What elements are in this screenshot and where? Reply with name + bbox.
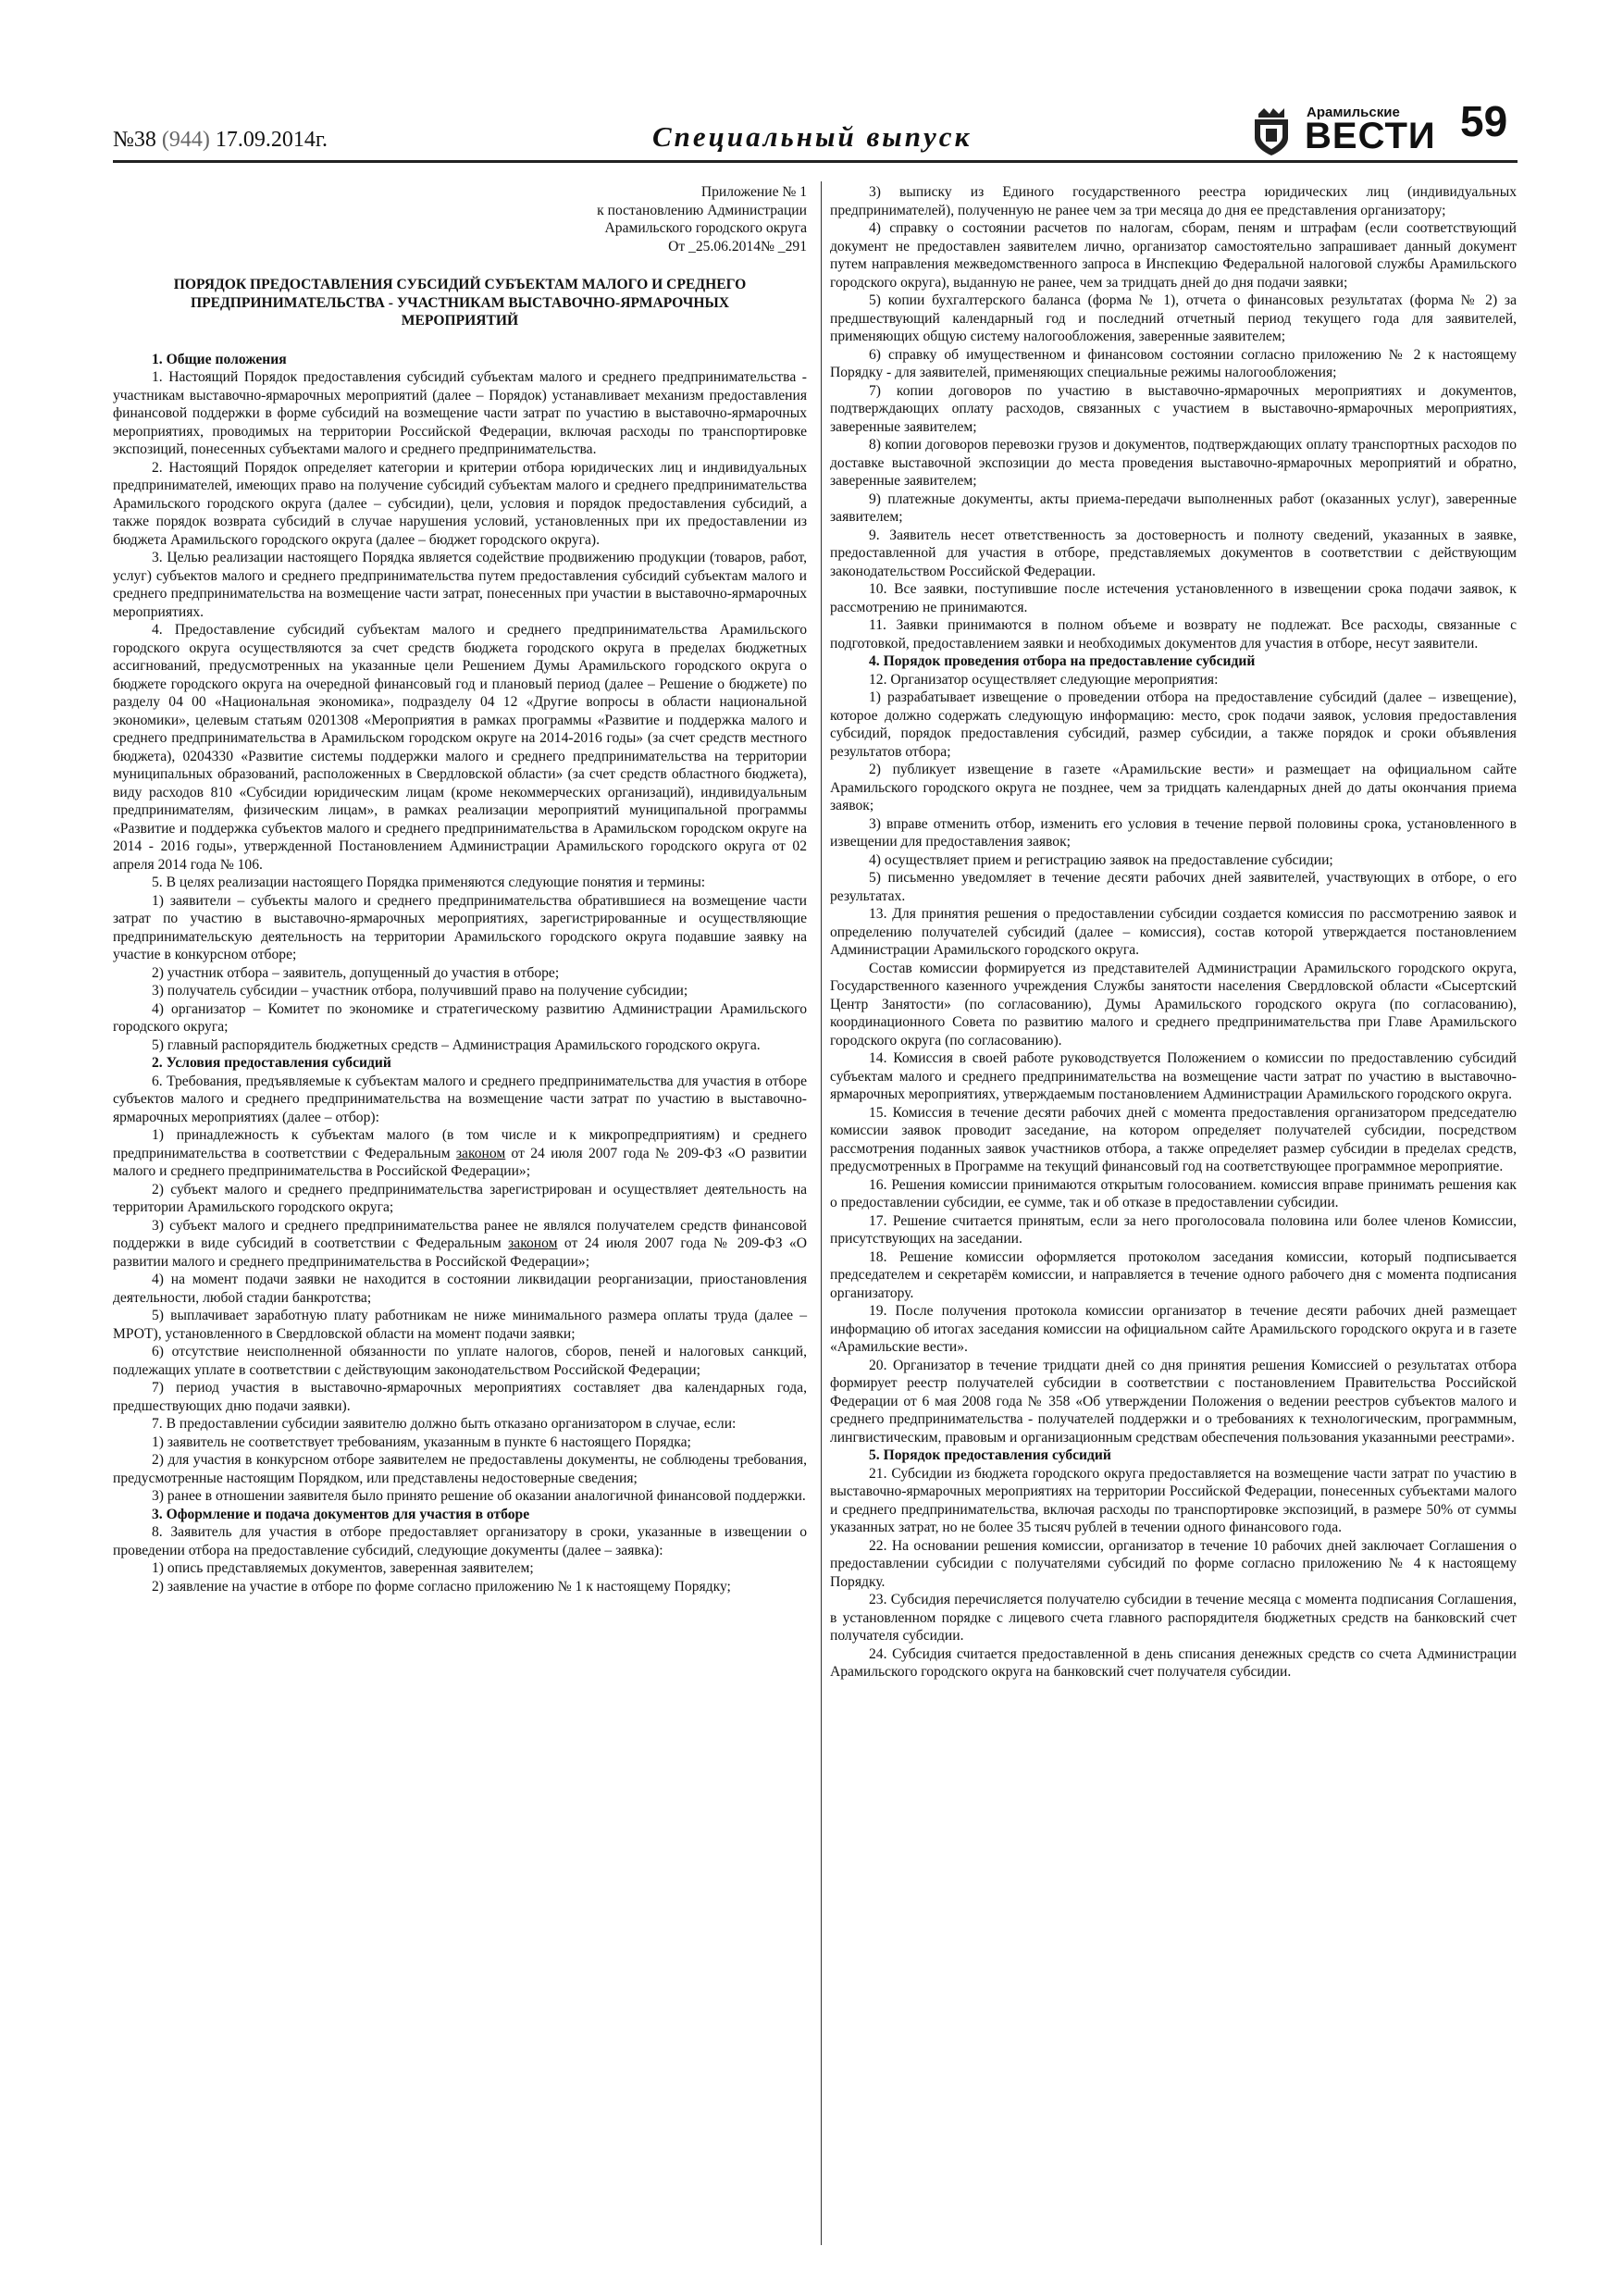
list-item: 4) организатор – Комитет по экономике и стратегическому развитию Администрации Арамильского городского округа; bbox=[113, 1000, 807, 1035]
paragraph: 24. Субсидия считается предоставленной в день списания денежных средств со счета Администрации Арамильского городского округа на банковский счет получателя субсидии. bbox=[830, 1645, 1517, 1680]
list-item: 4) справку о состоянии расчетов по налогам, сборам, пеням и штрафам (если соответствующий документ не предоставлен заявителем лично, организатор самостоятельно запрашивает данный документ путем направления межведомственного запроса в Инспекцию Федеральной налоговой службы Арамильского городского округа), выданную не ранее, чем за тридцать дней до дня подачи заявки; bbox=[830, 220, 1517, 291]
text-fragment: от 24 июля 2007 года № 209-ФЗ «О развитии малого и среднего предпринимательства в Российской Федерации»; bbox=[113, 1235, 807, 1270]
list-item: 6) отсутствие неисполненной обязанности по уплате налогов, сборов, пеней и налоговых санкций, подлежащих уплате в соответствии с действующим законодательством Российской Федерации; bbox=[113, 1344, 807, 1378]
paragraph: Состав комиссии формируется из представителей Администрации Арамильского городского округа, Государственного казенного учреждения Службы занятости населения Свердловской области «Сысертский Центр Занятости» (по согласованию), Думы Арамильского городского округа (по согласованию), координационного Совета по развитию малого и среднего предпринимательства при Главе Арамильского городского округа (по согласованию). bbox=[830, 960, 1517, 1049]
list-item: 2) для участия в конкурсном отборе заявителем не предоставлены документы, не соблюдены требования, предусмотренные настоящим Порядком, или представлены недостоверные сведения; bbox=[113, 1452, 807, 1486]
page-number: 59 bbox=[1460, 97, 1508, 145]
special-edition-title: Специальный выпуск bbox=[652, 120, 973, 153]
paragraph: 5. В целях реализации настоящего Порядка применяются следующие понятия и термины: bbox=[152, 875, 706, 890]
list-item: 2) заявление на участие в отборе по форме согласно приложению № 1 к настоящему Порядку; bbox=[152, 1578, 731, 1595]
paragraph: 21. Субсидии из бюджета городского округа предоставляется на возмещение части затрат по участию в выставочно-ярмарочных мероприятиях на территории Российской Федерации, понесенных субъектами малого и среднего предпринимательства, включая расходы по транспортировке экспозиций, в размере 50% от суммы указанных затрат, но не более 35 тысяч рублей в течении одного финансового года. bbox=[830, 1465, 1517, 1535]
list-item: 1) заявитель не соответствует требованиям, указанным в пункте 6 настоящего Порядка; bbox=[152, 1433, 691, 1450]
section-heading: 5. Порядок предоставления субсидий bbox=[869, 1447, 1111, 1463]
appendix-block bbox=[113, 183, 807, 255]
section-heading: 2. Условия предоставления субсидий bbox=[152, 1055, 391, 1071]
paragraph: 4. Предоставление субсидий субъектам малого и среднего предпринимательства Арамильского городского округа осуществляются за счет средств бюджета городского округа в пределах бюджетных ассигнований, предусмотренных на указанные цели Решением Думы Арамильского городского округа о бюджете городского округа на очередной финансовый год и плановый период (далее – Решение о бюджете) по разделу 04 00 «Национальная экономика», подразделу 04 12 «Другие вопросы в области национальной экономики», целевым статьям 0201308 «Мероприятия в рамках программы «Развитие и поддержка малого и среднего предпринимательства в Арамильском городском округе на 2014-2016 годы» (за счет средств местного бюджета), 0204330 «Развитие системы поддержки малого и среднего предпринимательства на территории муниципальных образований, расположенных в Свердловской области» (за счет средств областного бюджета), виду расходов 810 «Субсидии юридическим лицам (кроме некоммерческих организаций), индивидуальным предпринимателям, физическим лицам», в рамках реализации мероприятий муниципальной программы «Развитие и поддержка субъектов малого и среднего предпринимательства в Арамильском городском округе на 2014 - 2016 годы», утвержденной Постановлением Администрации Арамильского городского округа от 02 апреля 2014 года № 106. bbox=[113, 622, 807, 873]
list-item: 7) копии договоров по участию в выставочно-ярмарочных мероприятиях и документов, подтверждающих оплату расходов, связанных с участием в выставочно-ярмарочных мероприятиях, заверенные заявителем; bbox=[830, 382, 1517, 435]
document-title: ПОРЯДОК ПРЕДОСТАВЛЕНИЯ СУБСИДИЙ СУБЪЕКТАМ МАЛОГО И СРЕДНЕГО ПРЕДПРИНИМАТЕЛЬСТВА - УЧАСТНИКАМ ВЫСТАВОЧНО-ЯРМАРОЧНЫХ МЕРОПРИЯТИЙ bbox=[173, 277, 747, 329]
list-item: 3) выписку из Единого государственного реестра юридических лиц (индивидуальных предпринимателей), полученную не ранее чем за три месяца до дня ее представления организатору; bbox=[830, 184, 1517, 218]
paragraph: 6. Требования, предъявляемые к субъектам малого и среднего предпринимательства для участия в отборе субъектов малого и среднего предпринимательства на возмещение части затрат по участию в выставочно-ярмарочных мероприятиях (далее – отбор): bbox=[113, 1073, 807, 1125]
list-item: 5) выплачивает заработную плату работникам не ниже минимального размера оплаты труда (далее – МРОТ), установленного в Свердловской области на момент подачи заявки; bbox=[113, 1308, 807, 1342]
paragraph: 3. Целью реализации настоящего Порядка является содействие продвижению продукции (товаров, работ, услуг) субъектов малого и среднего предпринимательства путем предоставления субсидий субъектам малого и среднего предпринимательства на возмещение части затрат, понесенных при участии в выставочно-ярмарочных мероприятиях. bbox=[113, 550, 807, 620]
list-item: 4) осуществляет прием и регистрацию заявок на предоставление субсидии; bbox=[869, 851, 1333, 868]
left-column bbox=[113, 183, 807, 1595]
paragraph: 2. Настоящий Порядок определяет категории и критерии отбора юридических лиц и индивидуальных предпринимателей, имеющих право на получение субсидий субъектам малого и среднего предпринимательства Арамильского городского округа (далее – субсидии), цели, условия и порядок предоставления субсидий, а также порядок возврата субсидий в случае нарушения условий, установленных при их предоставлении из бюджета Арамильского городского округа (далее – бюджет городского округа). bbox=[113, 459, 807, 548]
section-heading: 4. Порядок проведения отбора на предоставление субсидий bbox=[869, 653, 1256, 669]
list-item bbox=[113, 1217, 807, 1272]
text-fragment: 3) субъект малого и среднего предпринимательства ранее не являлся получателем средств финансовой поддержки в виде субсидий в соответствии с Федеральным bbox=[113, 1217, 807, 1251]
column-separator bbox=[821, 181, 822, 2245]
paragraph: 23. Субсидия перечисляется получателю субсидии в течение месяца с момента подписания Соглашения, в установленном порядке с лицевого счета главного распорядителя бюджетных средств на банковский счет получателя субсидии. bbox=[830, 1592, 1517, 1644]
list-item: 2) публикует извещение в газете «Арамильские вести» и размещает на официальном сайте Арамильского городского округа не позднее, чем за тридцать календарных дней до даты окончания приема заявок; bbox=[830, 762, 1517, 813]
paragraph: 17. Решение считается принятым, если за него проголосовала половина или более членов Комиссии, присутствующих на заседании. bbox=[830, 1212, 1517, 1247]
text-fragment: 1) принадлежность к субъектам малого (в том числе и к микропредприятиям) и среднего предпринимательства в соответствии с Федеральным bbox=[113, 1127, 807, 1161]
law-link[interactable]: законом bbox=[508, 1235, 558, 1251]
list-item bbox=[113, 1126, 807, 1181]
appendix-line: Арамильского городского округа bbox=[604, 220, 807, 236]
section-heading: 3. Оформление и подача документов для участия в отборе bbox=[152, 1506, 530, 1522]
paragraph: 19. После получения протокола комиссии организатор в течение десяти рабочих дней размещает информацию об итогах заседания комиссии на официальном сайте Арамильского городского округа и в газете «Арамильские вести». bbox=[830, 1303, 1517, 1355]
list-item: 3) получатель субсидии – участник отбора, получивший право на получение субсидии; bbox=[152, 983, 688, 999]
list-item: 5) письменно уведомляет в течение десяти рабочих дней заявителей, участвующих в отборе, о его результатах. bbox=[830, 870, 1517, 904]
paragraph: 18. Решение комиссии оформляется протоколом заседания комиссии, который подписывается председателем и секретарём комиссии, и направляется в течение одного рабочего дня с момента подписания организатору. bbox=[830, 1248, 1517, 1301]
paragraph: 22. На основании решения комиссии, организатор в течение 10 рабочих дней заключает Соглашения о предоставлении субсидии с получателями субсидий по форме согласно приложению № 4 к настоящему Порядку. bbox=[830, 1537, 1517, 1590]
list-item: 1) опись представляемых документов, заверенная заявителем; bbox=[152, 1560, 534, 1576]
paragraph: 20. Организатор в течение тридцати дней со дня принятия решения Комиссией о результатах отбора формирует реестр получателей субсидии в соответствии с постановлением Правительства Российской Федерации от 6 мая 2008 года № 358 «Об утверждении Положения о ведении реестров субъектов малого и среднего предпринимательства - получателей поддержки и о требованиях к технологическим, программным, лингвистическим, правовым и организационным средствам обеспечения пользования указанными реестрами». bbox=[830, 1357, 1517, 1446]
list-item: 3) вправе отменить отбор, изменить его условия в течение первой половины срока, установленного в извещении для предоставления заявок; bbox=[830, 815, 1517, 850]
list-item: 3) ранее в отношении заявителя было принято решение об оказании аналогичной финансовой поддержки. bbox=[152, 1488, 806, 1504]
list-item: 2) участник отбора – заявитель, допущенный до участия в отборе; bbox=[152, 964, 560, 981]
coat-of-arms-icon bbox=[1251, 108, 1292, 156]
paragraph: 14. Комиссия в своей работе руководствуется Положением о комиссии по предоставлению субсидий субъектам малого и среднего предпринимательства на возмещение части затрат по участию в выставочно-ярмарочных мероприятиях, утверждаемым постановлением Администрации Арамильского городского округа. bbox=[830, 1050, 1517, 1102]
issue-total: (944) bbox=[161, 128, 210, 152]
header-rule bbox=[113, 160, 1518, 163]
paragraph: 15. Комиссия в течение десяти рабочих дней с момента предоставления организатором председателю комиссии заявок проводит заседание, на котором определяет получателей субсидии, посредством рассмотрения поданных заявок участников отбора, а также определяет размер субсидии в пределах средств, предусмотренных в Программе на текущий финансовый год на соответствующее программное мероприятие. bbox=[830, 1104, 1517, 1174]
list-item: 1) заявители – субъекты малого и среднего предпринимательства обратившиеся на возмещение части затрат по участию в выставочно-ярмарочных мероприятиях, зарегистрированные и осуществляющие предпринимательскую деятельность на территории Арамильского городского округа подавшие заявку на участие в конкурсном отборе; bbox=[113, 892, 807, 962]
appendix-line: От _25.06.2014№ _291 bbox=[668, 238, 807, 254]
newspaper-logo bbox=[1251, 105, 1436, 158]
logo-top-text: Арамильские bbox=[1307, 105, 1400, 120]
list-item: 5) главный распорядитель бюджетных средств – Администрация Арамильского городского округа. bbox=[152, 1036, 761, 1053]
list-item: 7) период участия в выставочно-ярмарочных мероприятиях составляет два календарных года, предшествующих дню подачи заявки). bbox=[113, 1380, 807, 1414]
law-link[interactable]: законом bbox=[455, 1145, 506, 1161]
paragraph: 11. Заявки принимаются в полном объеме и возврату не подлежат. Все расходы, связанные с подготовкой, предоставлением заявки и необходимых документов для участия в отборе, несут заявители. bbox=[830, 617, 1517, 652]
paragraph: 12. Организатор осуществляет следующие мероприятия: bbox=[869, 671, 1219, 688]
issue-date: 17.09.2014г. bbox=[215, 128, 328, 152]
paragraph: 16. Решения комиссии принимаются открытым голосованием. комиссия вправе принимать решения как о предоставлении субсидии, ее сумме, так и об отказе в предоставлении субсидии. bbox=[830, 1176, 1517, 1210]
paragraph: 7. В предоставлении субсидии заявителю должно быть отказано организатором в случае, если: bbox=[152, 1416, 737, 1432]
list-item: 6) справку об имущественном и финансовом состоянии согласно приложению № 2 к настоящему Порядку - для заявителей, применяющих специальные режимы налогообложения; bbox=[830, 346, 1517, 380]
paragraph: 8. Заявитель для участия в отборе предоставляет организатору в сроки, указанные в извещении о проведении отбора на предоставление субсидий, следующие документы (далее – заявка): bbox=[113, 1524, 807, 1558]
paragraph: 10. Все заявки, поступившие после истечения установленного в извещении срока подачи заявок, к рассмотрению не принимаются. bbox=[830, 581, 1517, 615]
issue-info bbox=[113, 128, 328, 153]
list-item: 8) копии договоров перевозки грузов и документов, подтверждающих оплату транспортных расходов по доставке выставочной экспозиции до места проведения выставочно-ярмарочных мероприятий и обратно, заверенные заявителем; bbox=[830, 437, 1517, 489]
paragraph: 13. Для принятия решения о предоставлении субсидии создается комиссия по рассмотрению заявок и определению получателей субсидий (далее – комиссия), состав которой утверждается постановлением Администрации Арамильского городского округа. bbox=[830, 906, 1517, 958]
list-item: 1) разрабатывает извещение о проведении отбора на предоставление субсидий (далее – извещение), которое должно содержать следующую информацию: место, срок подачи заявок, условия предоставления субсидий, порядок предоставления субсидий, размер субсидии, а также порядок и сроки объявления результатов отбора; bbox=[830, 689, 1517, 760]
paragraph: 9. Заявитель несет ответственность за достоверность и полноту сведений, указанных в заявке, предоставленной для участия в отборе, представляемых документов в соответствии с действующим законодательством Российской Федерации. bbox=[830, 527, 1517, 579]
appendix-line: Приложение № 1 bbox=[700, 184, 807, 200]
list-item: 2) субъект малого и среднего предпринимательства зарегистрирован и осуществляет деятельность на территории Арамильского городского округа; bbox=[113, 1181, 807, 1215]
list-item: 5) копии бухгалтерского баланса (форма № 1), отчета о финансовых результатах (форма № 2) за предшествующий календарный год и последний отчетный период текущего года для заявителей, применяющих общую систему налогообложения, заверенные заявителем; bbox=[830, 292, 1517, 344]
right-column bbox=[830, 183, 1517, 1682]
appendix-line: к постановлению Администрации bbox=[597, 202, 807, 218]
logo-main-text: ВЕСТИ bbox=[1305, 116, 1436, 156]
issue-number: №38 bbox=[113, 128, 156, 152]
section-heading: 1. Общие положения bbox=[152, 351, 287, 367]
text-fragment: от 24 июля 2007 года № 209-ФЗ «О развитии малого и среднего предпринимательства в Российской Федерации»; bbox=[113, 1145, 807, 1179]
list-item: 4) на момент подачи заявки не находится в состоянии ликвидации реорганизации, приостановления деятельности, любой стадии банкротства; bbox=[113, 1272, 807, 1306]
list-item: 9) платежные документы, акты приема-передачи выполненных работ (оказанных услуг), заверенные заявителем; bbox=[830, 490, 1517, 525]
paragraph: 1. Настоящий Порядок предоставления субсидий субъектам малого и среднего предпринимательства - участникам выставочно-ярмарочных мероприятий (далее – Порядок) устанавливает механизм предоставления финансовой поддержки в форме субсидий на возмещение части затрат по участию в выставочно-ярмарочных мероприятиях, проводимых на территории Российской Федерации, включая расходы по транспортировке экспозиций, понесенных субъектами малого и среднего предпринимательства. bbox=[113, 369, 807, 457]
